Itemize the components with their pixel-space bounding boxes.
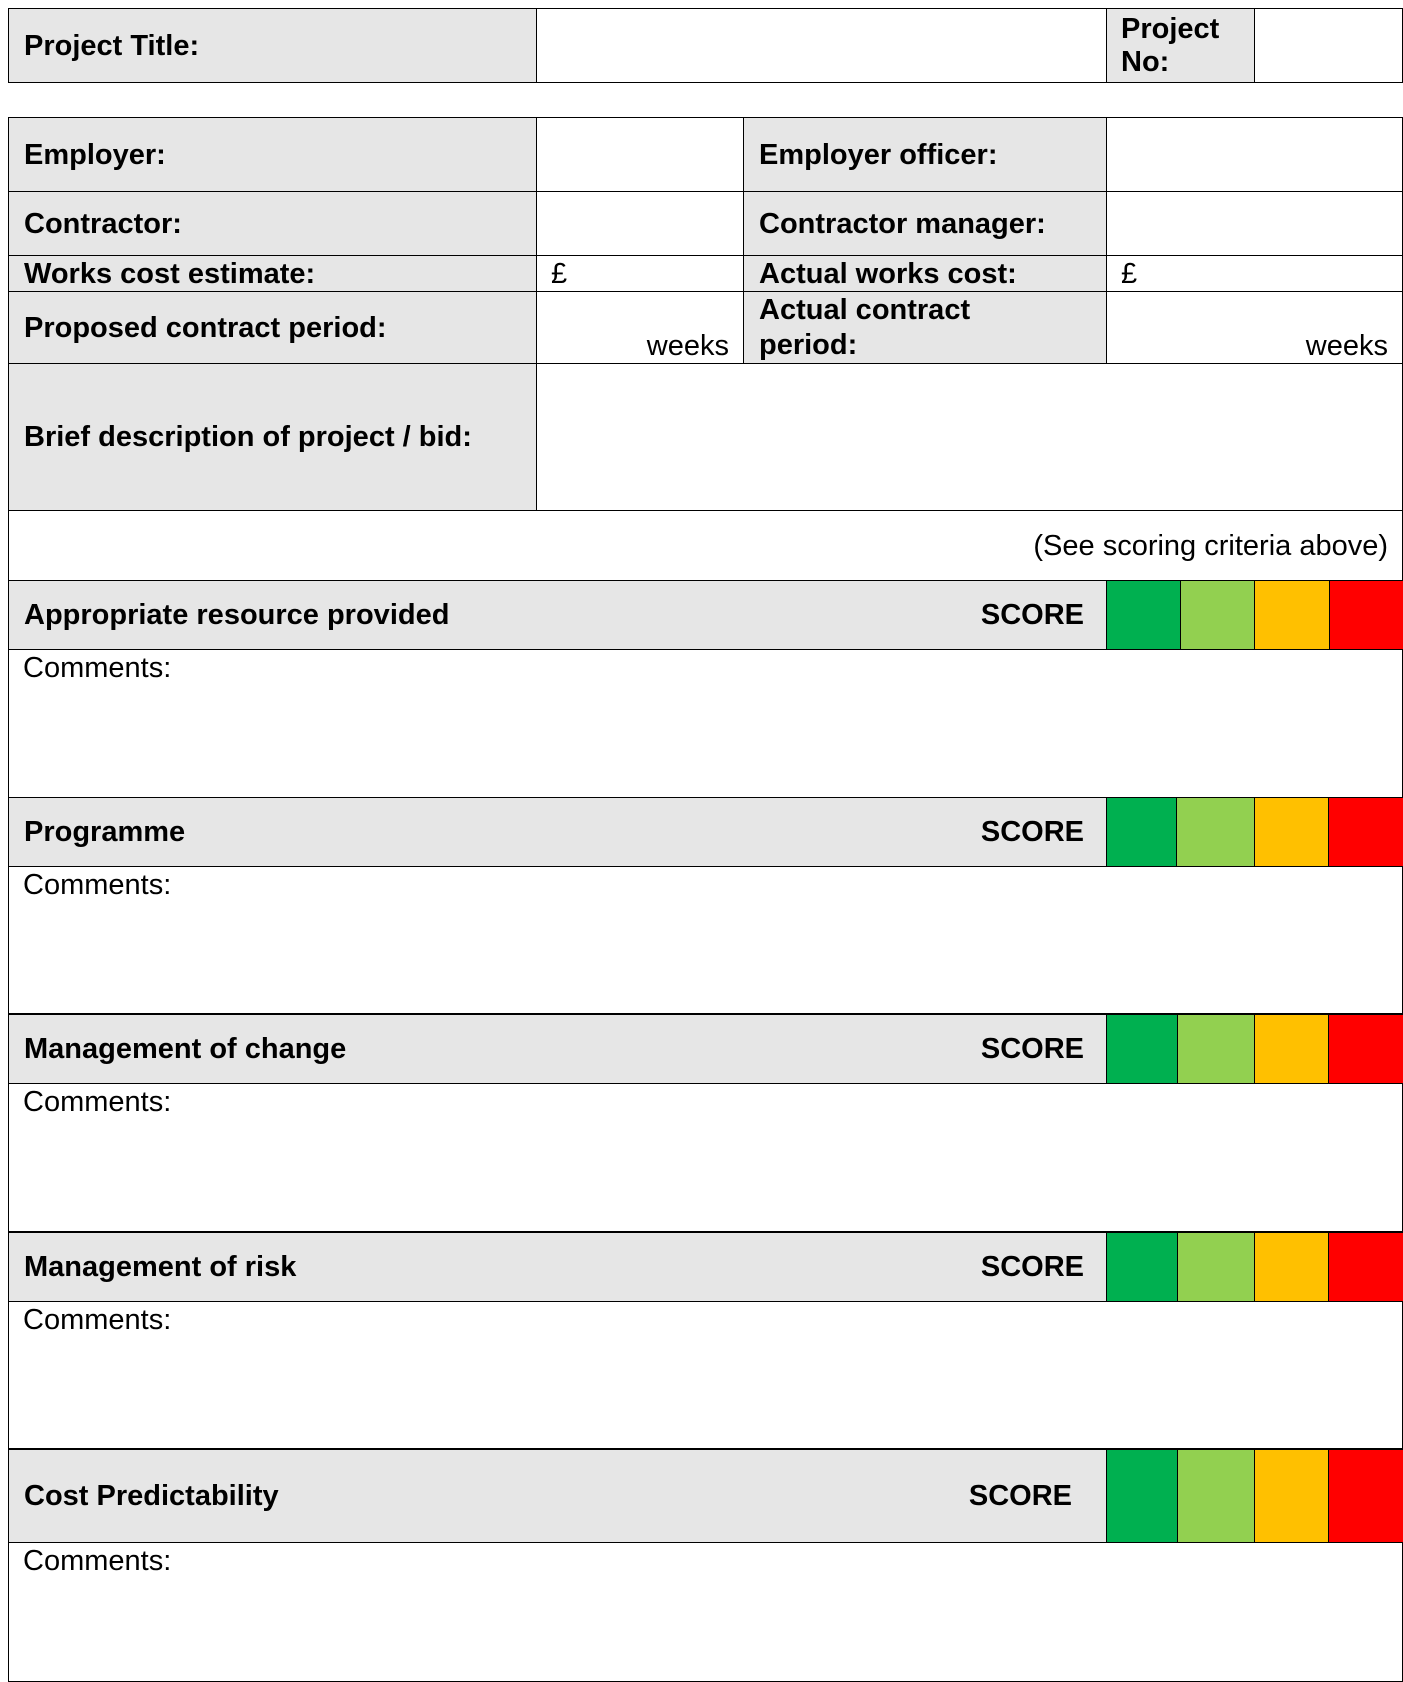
project-title-field[interactable] [536,8,1107,83]
scoring-note-row [8,510,1403,581]
scoring-note: (See scoring criteria above) [1033,529,1388,562]
score-red-swatch[interactable] [1329,580,1403,650]
proposed-contract-period-field[interactable] [536,291,744,364]
score-amber-swatch[interactable] [1254,797,1329,867]
criterion-header [8,1232,1107,1302]
criterion-title: Management of change [24,1033,347,1065]
project-no-field[interactable] [1254,8,1403,83]
score-label: SCORE [968,1480,1072,1512]
actual-contract-period-field[interactable] [1106,291,1403,364]
score-green-swatch[interactable] [1106,580,1181,650]
employer-officer-label: Employer officer: [743,117,1107,192]
comments-field[interactable] [8,649,1403,798]
score-amber-swatch[interactable] [1254,1232,1329,1302]
score-label: SCORE [980,1251,1084,1283]
score-label: SCORE [980,1033,1084,1065]
contractor-manager-label: Contractor manager: [743,191,1107,256]
project-title-label: Project Title: [8,8,537,83]
score-label: SCORE [980,816,1084,848]
comments-label: Comments: [23,869,172,901]
score-light-green-swatch[interactable] [1177,1449,1255,1543]
comments-field[interactable] [8,1083,1403,1232]
brief-description-label: Brief description of project / bid: [8,363,537,511]
score-red-swatch[interactable] [1328,1014,1403,1084]
score-light-green-swatch[interactable] [1180,580,1255,650]
weeks-unit: weeks [1305,330,1388,362]
actual-contract-period-label: Actual contract period: [743,291,1107,364]
score-light-green-swatch[interactable] [1177,1014,1255,1084]
criterion-header [8,1014,1107,1084]
proposed-contract-period-label: Proposed contract period: [8,291,537,364]
criterion-title: Appropriate resource provided [24,599,450,631]
comments-field[interactable] [8,866,1403,1014]
contractor-label: Contractor: [8,191,537,256]
score-label: SCORE [980,599,1084,631]
criterion-header [8,580,1107,650]
score-green-swatch[interactable] [1106,1014,1178,1084]
criterion-title: Programme [24,816,186,848]
comments-label: Comments: [23,1545,172,1577]
comments-label: Comments: [23,1304,172,1336]
criterion-title: Cost Predictability [24,1480,279,1512]
works-cost-estimate-label: Works cost estimate: [8,255,537,292]
score-amber-swatch[interactable] [1254,1014,1329,1084]
criterion-title: Management of risk [24,1251,297,1283]
works-cost-estimate-field[interactable] [536,255,744,292]
project-no-label: Project No: [1106,8,1255,83]
actual-works-cost-field[interactable] [1106,255,1403,292]
score-amber-swatch[interactable] [1254,1449,1329,1543]
score-light-green-swatch[interactable] [1177,1232,1255,1302]
actual-works-cost-label: Actual works cost: [743,255,1107,292]
contractor-manager-field[interactable] [1106,191,1403,256]
contractor-field[interactable] [536,191,744,256]
comments-field[interactable] [8,1301,1403,1449]
score-red-swatch[interactable] [1328,797,1403,867]
employer-label: Employer: [8,117,537,192]
comments-label: Comments: [23,1086,172,1118]
criterion-header [8,1449,1107,1543]
currency-symbol: £ [551,257,568,290]
score-light-green-swatch[interactable] [1176,797,1255,867]
score-green-swatch[interactable] [1106,1232,1178,1302]
score-amber-swatch[interactable] [1254,580,1330,650]
score-green-swatch[interactable] [1106,797,1177,867]
score-red-swatch[interactable] [1328,1232,1403,1302]
criterion-header [8,797,1107,867]
weeks-unit: weeks [646,330,729,362]
currency-symbol: £ [1121,257,1138,290]
comments-field[interactable] [8,1542,1403,1682]
score-green-swatch[interactable] [1106,1449,1178,1543]
comments-label: Comments: [23,652,172,684]
score-red-swatch[interactable] [1328,1449,1403,1543]
employer-officer-field[interactable] [1106,117,1403,192]
brief-description-field[interactable] [536,363,1403,511]
employer-field[interactable] [536,117,744,192]
